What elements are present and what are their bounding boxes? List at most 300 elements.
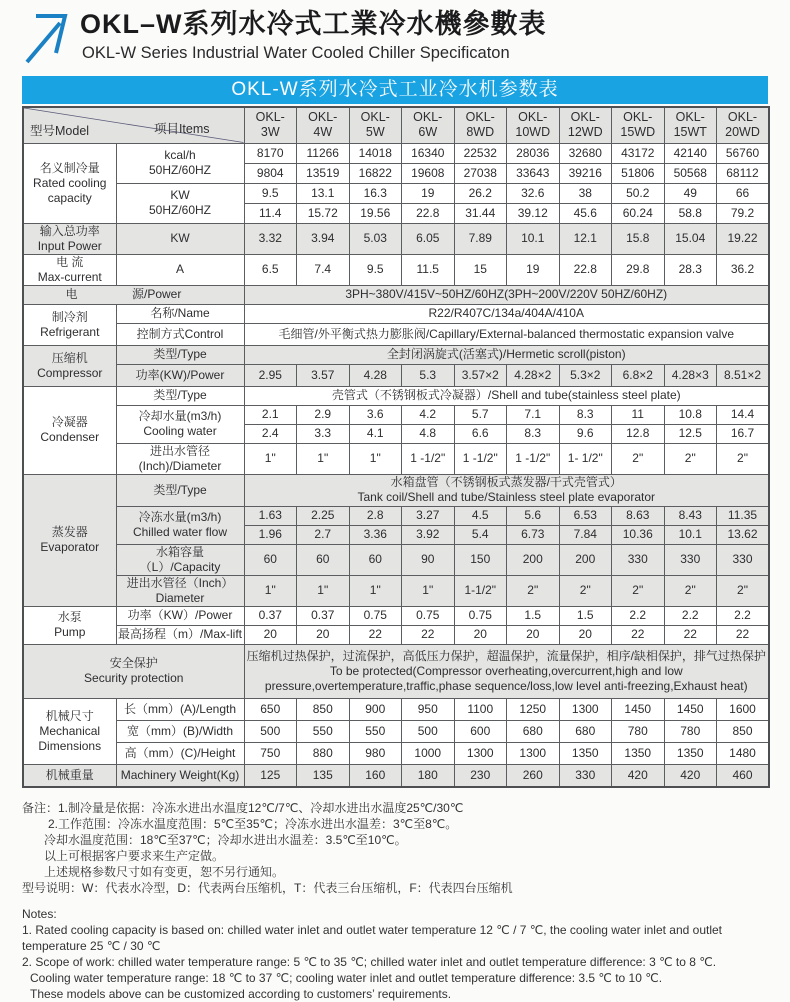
- value-cell: 2": [664, 575, 717, 606]
- model-header-cell: [297, 107, 350, 143]
- value-cell: 1480: [717, 742, 770, 764]
- value-cell: 12.1: [559, 223, 612, 254]
- item-label-cell: [116, 764, 244, 787]
- table-row: [23, 644, 769, 698]
- value-cell: 2.2: [717, 606, 770, 625]
- item-label-cell: [116, 443, 244, 474]
- value-cell: 13.1: [297, 183, 350, 203]
- value-cell: 9804: [244, 163, 297, 183]
- titles: [80, 6, 547, 64]
- cell-line: Pump: [54, 625, 86, 639]
- value-cell: 1300: [454, 742, 507, 764]
- item-label-cell: [116, 575, 244, 606]
- value-cell: 0.37: [297, 606, 350, 625]
- value-cell: 900: [349, 698, 402, 720]
- value-cell: 22: [717, 625, 770, 644]
- section-label-cell: [23, 606, 116, 644]
- cell-line: 压缩机过热保护，过流保护，高低压力保护，超温保护，流量保护，相序/缺相保护，排气过热保护: [246, 648, 766, 663]
- value-cell: 260: [507, 764, 560, 787]
- value-cell: 0.75: [349, 606, 402, 625]
- section-label-cell: [23, 223, 116, 254]
- table-row: [23, 506, 769, 525]
- value-cell: 16822: [349, 163, 402, 183]
- value-cell: 950: [402, 698, 455, 720]
- value-cell: 1": [402, 575, 455, 606]
- value-cell: 8.51×2: [717, 364, 770, 386]
- value-cell: 16.3: [349, 183, 402, 203]
- value-cell: 20: [454, 625, 507, 644]
- value-cell: 500: [402, 720, 455, 742]
- value-cell: 2.2: [612, 606, 665, 625]
- table-row: [23, 364, 769, 386]
- value-cell: 1- 1/2": [559, 443, 612, 474]
- value-cell: 15.8: [612, 223, 665, 254]
- cell-line: capacity: [47, 190, 92, 205]
- model-header-cell: [559, 107, 612, 143]
- item-label-cell: [116, 364, 244, 386]
- value-cell: 32.6: [507, 183, 560, 203]
- value-cell: 1300: [507, 742, 560, 764]
- value-cell: 26.2: [454, 183, 507, 203]
- model-header-cell: [612, 107, 665, 143]
- arrow-up-right-icon: [20, 8, 76, 66]
- cell-line: 类型/Type: [153, 347, 207, 361]
- value-cell: 160: [349, 764, 402, 787]
- value-cell: 2": [612, 443, 665, 474]
- value-cell: 10.36: [612, 525, 665, 544]
- value-cell: 7.1: [507, 405, 560, 424]
- value-cell: 0.37: [244, 606, 297, 625]
- value-cell: 60: [244, 544, 297, 575]
- corner-items-label: 项目Items: [153, 122, 210, 137]
- cell-line: 冷冻水量(m3/h): [138, 510, 222, 524]
- value-cell: 22.8: [559, 254, 612, 285]
- value-cell: 10.1: [507, 223, 560, 254]
- table-row: [23, 304, 769, 323]
- value-cell: 0.75: [454, 606, 507, 625]
- cell-line: KW: [170, 188, 190, 202]
- cell-line: Input Power: [37, 238, 102, 253]
- cell-line: Chilled water flow: [132, 525, 228, 539]
- value-cell: 5.4: [454, 525, 507, 544]
- value-cell: 50.2: [612, 183, 665, 203]
- cell-line: 电 流: [56, 254, 84, 269]
- value-cell: 680: [559, 720, 612, 742]
- value-cell: 79.2: [717, 203, 770, 223]
- value-cell: 1 -1/2": [454, 443, 507, 474]
- span-value-cell: [244, 323, 769, 345]
- security-text-cell: [244, 644, 769, 698]
- value-cell: 58.8: [664, 203, 717, 223]
- value-cell: 3.32: [244, 223, 297, 254]
- value-cell: 6.53: [559, 506, 612, 525]
- value-cell: 15.72: [297, 203, 350, 223]
- value-cell: 6.5: [244, 254, 297, 285]
- model-name-line: OKL-: [413, 110, 443, 125]
- value-cell: 3.36: [349, 525, 402, 544]
- value-cell: 3.92: [402, 525, 455, 544]
- value-cell: 1350: [559, 742, 612, 764]
- model-name-line: 4W: [313, 125, 333, 140]
- model-name-line: OKL-: [727, 110, 758, 125]
- value-cell: 13519: [297, 163, 350, 183]
- value-cell: 3.94: [297, 223, 350, 254]
- note-line: temperature 25 ℃ / 30 ℃: [22, 939, 161, 953]
- value-cell: 680: [507, 720, 560, 742]
- table-row: [23, 544, 769, 575]
- cell-line: KW: [170, 231, 190, 245]
- value-cell: 420: [612, 764, 665, 787]
- corner-model-label: 型号Model: [30, 123, 90, 138]
- value-cell: 1": [349, 575, 402, 606]
- note-line: These models above can be customized according to customers’ requirements.: [30, 987, 452, 1001]
- value-cell: 2": [559, 575, 612, 606]
- value-cell: 6.73: [507, 525, 560, 544]
- value-cell: 12.8: [612, 424, 665, 443]
- value-cell: 11.4: [244, 203, 297, 223]
- model-name-line: OKL-: [518, 110, 548, 125]
- table-title-bar: OKL-W系列水冷式工业冷水机参数表: [22, 76, 768, 104]
- value-cell: 19.56: [349, 203, 402, 223]
- value-cell: 90: [402, 544, 455, 575]
- value-cell: 36.2: [717, 254, 770, 285]
- cell-line: 机械重量: [45, 767, 94, 782]
- value-cell: 60.24: [612, 203, 665, 223]
- cell-line: 进出水管径（Inch）: [126, 575, 234, 590]
- cell-line: 功率(KW)/Power: [135, 367, 225, 382]
- value-cell: 200: [507, 544, 560, 575]
- cell-line: 最高扬程（m）/Max-lift: [118, 627, 242, 641]
- value-cell: 5.3×2: [559, 364, 612, 386]
- value-cell: 20: [507, 625, 560, 644]
- value-cell: 1.5: [507, 606, 560, 625]
- model-name-line: OKL-: [623, 110, 653, 125]
- value-cell: 7.89: [454, 223, 507, 254]
- value-cell: 150: [454, 544, 507, 575]
- value-cell: 3.57: [297, 364, 350, 386]
- value-cell: 330: [559, 764, 612, 787]
- span-value-cell: [244, 345, 769, 364]
- value-cell: 1": [297, 575, 350, 606]
- item-label-cell: [116, 345, 244, 364]
- cell-line: Diameter: [155, 590, 205, 605]
- table-row: [23, 474, 769, 506]
- value-cell: 32680: [559, 143, 612, 163]
- notes-zh: [22, 800, 768, 896]
- value-cell: 14.4: [717, 405, 770, 424]
- value-cell: 19.22: [717, 223, 770, 254]
- value-cell: 1450: [664, 698, 717, 720]
- model-name-line: 8WD: [466, 125, 495, 140]
- value-cell: 22: [664, 625, 717, 644]
- table-row: [23, 720, 769, 742]
- item-label-cell: [116, 183, 244, 223]
- value-cell: 2.8: [349, 506, 402, 525]
- value-cell: 13.62: [717, 525, 770, 544]
- value-cell: 1-1/2": [454, 575, 507, 606]
- table-row: [23, 606, 769, 625]
- cell-line: 蒸发器: [51, 525, 88, 539]
- cell-line: To be protected(Compressor overheating,overcurrent,high and low: [329, 663, 683, 678]
- value-cell: 2.95: [244, 364, 297, 386]
- value-cell: 5.6: [507, 506, 560, 525]
- cell-line: 冷凝器: [51, 415, 88, 429]
- section-label-cell: [23, 304, 116, 345]
- value-cell: 550: [349, 720, 402, 742]
- cell-line: 毛细管/外平衡式热力膨胀阀/Capillary/External-balanced thermostatic expansion valve: [278, 326, 734, 341]
- table-row: [23, 405, 769, 424]
- value-cell: 50568: [664, 163, 717, 183]
- value-cell: 19: [507, 254, 560, 285]
- value-cell: 1000: [402, 742, 455, 764]
- value-cell: 460: [717, 764, 770, 787]
- value-cell: 56760: [717, 143, 770, 163]
- item-label-cell: [116, 143, 244, 183]
- section-label-cell: [23, 644, 244, 698]
- value-cell: 28036: [507, 143, 560, 163]
- item-label-cell: [116, 698, 244, 720]
- value-cell: 2": [664, 443, 717, 474]
- value-cell: 7.4: [297, 254, 350, 285]
- value-cell: 180: [402, 764, 455, 787]
- value-cell: 2.7: [297, 525, 350, 544]
- section-label-cell: [23, 764, 116, 787]
- table-header-row: [23, 107, 769, 143]
- table-row: [23, 742, 769, 764]
- cell-line: 进出水管径: [149, 443, 210, 458]
- cell-line: 高（mm）(C)/Height: [124, 745, 236, 760]
- cell-line: 名称/Name: [150, 306, 210, 320]
- value-cell: 600: [454, 720, 507, 742]
- value-cell: 8.63: [612, 506, 665, 525]
- value-cell: 4.28×2: [507, 364, 560, 386]
- section-label-cell: [23, 345, 116, 386]
- notes-en: [22, 906, 768, 1002]
- page-header: [0, 0, 790, 66]
- value-cell: 1350: [664, 742, 717, 764]
- value-cell: 8.43: [664, 506, 717, 525]
- value-cell: 850: [297, 698, 350, 720]
- item-label-cell: [116, 720, 244, 742]
- section-label-cell: [23, 474, 116, 606]
- cell-line: 类型/Type: [153, 482, 207, 497]
- item-label-cell: [116, 625, 244, 644]
- value-cell: 42140: [664, 143, 717, 163]
- cell-line: 水箱容量（L）/Capacity: [139, 544, 221, 574]
- value-cell: 49: [664, 183, 717, 203]
- model-name-line: 10WD: [515, 125, 551, 140]
- value-cell: 125: [244, 764, 297, 787]
- model-name-line: OKL-: [570, 110, 600, 125]
- value-cell: 8170: [244, 143, 297, 163]
- value-cell: 650: [244, 698, 297, 720]
- cell-line: 制冷剂: [51, 309, 88, 324]
- value-cell: 2": [717, 575, 770, 606]
- value-cell: 6.05: [402, 223, 455, 254]
- cell-line: Condenser: [40, 430, 100, 444]
- value-cell: 31.44: [454, 203, 507, 223]
- value-cell: 9.5: [244, 183, 297, 203]
- value-cell: 2.25: [297, 506, 350, 525]
- table-row: [23, 223, 769, 254]
- cell-line: A: [175, 262, 184, 276]
- model-name-line: 15WT: [673, 125, 707, 140]
- value-cell: 9.5: [349, 254, 402, 285]
- model-name-line: 12WD: [567, 125, 603, 140]
- table-row: [23, 254, 769, 285]
- value-cell: 10.8: [664, 405, 717, 424]
- note-line: 冷却水温度范围：18℃至37℃；冷却水进出水温差：3.5℃至10℃。: [44, 833, 407, 847]
- value-cell: 0.75: [402, 606, 455, 625]
- value-cell: 780: [612, 720, 665, 742]
- item-label-cell: [116, 386, 244, 405]
- cell-line: Dimensions: [38, 738, 102, 753]
- value-cell: 1100: [454, 698, 507, 720]
- value-cell: 22.8: [402, 203, 455, 223]
- model-name-line: 6W: [418, 125, 438, 140]
- value-cell: 1": [297, 443, 350, 474]
- value-cell: 1.5: [559, 606, 612, 625]
- value-cell: 7.84: [559, 525, 612, 544]
- cell-line: kcal/h: [164, 148, 196, 162]
- value-cell: 850: [717, 720, 770, 742]
- value-cell: 22532: [454, 143, 507, 163]
- section-label-cell: [23, 254, 116, 285]
- cell-line: 控制方式Control: [136, 326, 224, 341]
- value-cell: 4.28×3: [664, 364, 717, 386]
- power-label: [25, 287, 243, 302]
- note-line: 2.工作范围：冷冻水温度范围：5℃至35℃；冷冻水进出水温差：3℃至8℃。: [48, 817, 458, 831]
- note-line: 2. Scope of work: chilled water temperature range: 5 ℃ to 35 ℃; chilled water inlet and outlet temperature difference: 3 ℃ to 8 ℃.: [22, 955, 717, 969]
- value-cell: 29.8: [612, 254, 665, 285]
- cell-line: 壳管式（不锈钢板式冷凝器）/Shell and tube(stainless steel plate): [331, 388, 681, 402]
- page-title-en: OKL-W Series Industrial Water Cooled Chiller Specificaton: [82, 44, 510, 62]
- cell-line: 安全保护: [109, 656, 158, 670]
- value-cell: 22: [612, 625, 665, 644]
- section-label-cell: [23, 698, 116, 764]
- section-label-cell: [23, 143, 116, 223]
- model-header-cell: [664, 107, 717, 143]
- value-cell: 330: [717, 544, 770, 575]
- value-cell: 500: [244, 720, 297, 742]
- model-header-cell: [402, 107, 455, 143]
- value-cell: 4.8: [402, 424, 455, 443]
- table-row: [23, 698, 769, 720]
- value-cell: 2.2: [664, 606, 717, 625]
- span-value-cell: [244, 386, 769, 405]
- item-label-cell: [116, 304, 244, 323]
- cell-line: 3PH~380V/415V~50HZ/60HZ(3PH~200V/220V 50HZ/60HZ): [345, 287, 668, 301]
- cell-line: 长（mm）(A)/Length: [123, 701, 237, 716]
- value-cell: 20: [559, 625, 612, 644]
- item-label-cell: [116, 405, 244, 443]
- model-name-line: 15WD: [620, 125, 656, 140]
- span-value-cell: [244, 304, 769, 323]
- value-cell: 1600: [717, 698, 770, 720]
- cell-line: (Inch)/Diameter: [138, 458, 222, 473]
- table-row: [23, 575, 769, 606]
- value-cell: 1.96: [244, 525, 297, 544]
- table-row: [23, 443, 769, 474]
- item-label-cell: [116, 254, 244, 285]
- table-row: [23, 386, 769, 405]
- value-cell: 3.6: [349, 405, 402, 424]
- table-row: [23, 625, 769, 644]
- value-cell: 45.6: [559, 203, 612, 223]
- value-cell: 1": [349, 443, 402, 474]
- value-cell: 6.6: [454, 424, 507, 443]
- value-cell: 1250: [507, 698, 560, 720]
- value-cell: 4.1: [349, 424, 402, 443]
- value-cell: 10.1: [664, 525, 717, 544]
- value-cell: 8.3: [507, 424, 560, 443]
- value-cell: 11.35: [717, 506, 770, 525]
- table-row: [23, 345, 769, 364]
- table-row: [23, 183, 769, 203]
- value-cell: 4.28: [349, 364, 402, 386]
- model-name-line: 5W: [365, 125, 385, 140]
- value-cell: 9.6: [559, 424, 612, 443]
- cell-line: 全封闭涡旋式(活塞式)/Hermetic scroll(piston): [386, 347, 626, 361]
- model-name-line: OKL-: [360, 110, 390, 125]
- note-line: 型号说明：W：代表水冷型，D：代表两台压缩机，T：代表三台压缩机，F：代表四台压缩机: [22, 881, 513, 895]
- model-name-line: OKL-: [675, 110, 705, 125]
- cell-line: 输入总功率: [39, 223, 100, 238]
- value-cell: 16.7: [717, 424, 770, 443]
- cell-line: 宽（mm）(B)/Width: [127, 723, 233, 738]
- value-cell: 28.3: [664, 254, 717, 285]
- cell-line: 水箱盘管（不锈钢板式蒸发器/干式壳管式）: [390, 475, 622, 489]
- cell-line: Tank coil/Shell and tube/Stainless steel plate evaporator: [357, 490, 655, 504]
- power-label-zh: 电: [65, 287, 78, 301]
- table-row: [23, 764, 769, 787]
- value-cell: 15: [454, 254, 507, 285]
- cell-line: Machinery Weight(Kg): [120, 767, 240, 782]
- value-cell: 22: [402, 625, 455, 644]
- model-header-cell: [717, 107, 770, 143]
- value-cell: 5.7: [454, 405, 507, 424]
- value-cell: 980: [349, 742, 402, 764]
- value-cell: 20: [244, 625, 297, 644]
- cell-line: 功率（KW）/Power: [127, 608, 233, 622]
- model-name-line: 3W: [260, 125, 280, 140]
- value-cell: 11266: [297, 143, 350, 163]
- value-cell: 6.8×2: [612, 364, 665, 386]
- value-cell: 14018: [349, 143, 402, 163]
- item-label-cell: [116, 323, 244, 345]
- value-cell: 1": [244, 575, 297, 606]
- model-name-line: OKL-: [308, 110, 338, 125]
- item-label-cell: [116, 223, 244, 254]
- item-label-cell: [116, 506, 244, 544]
- value-cell: 330: [664, 544, 717, 575]
- value-cell: 66: [717, 183, 770, 203]
- power-label-en: 源/Power: [132, 287, 182, 301]
- value-cell: 15.04: [664, 223, 717, 254]
- value-cell: 2.4: [244, 424, 297, 443]
- value-cell: 2": [717, 443, 770, 474]
- value-cell: 12.5: [664, 424, 717, 443]
- cell-line: Rated cooling: [33, 175, 107, 190]
- value-cell: 780: [664, 720, 717, 742]
- value-cell: 1 -1/2": [402, 443, 455, 474]
- value-cell: 39.12: [507, 203, 560, 223]
- cell-line: Refrigerant: [40, 324, 100, 339]
- value-cell: 27038: [454, 163, 507, 183]
- table-row: [23, 143, 769, 163]
- value-cell: 420: [664, 764, 717, 787]
- note-line: Notes:: [22, 907, 57, 921]
